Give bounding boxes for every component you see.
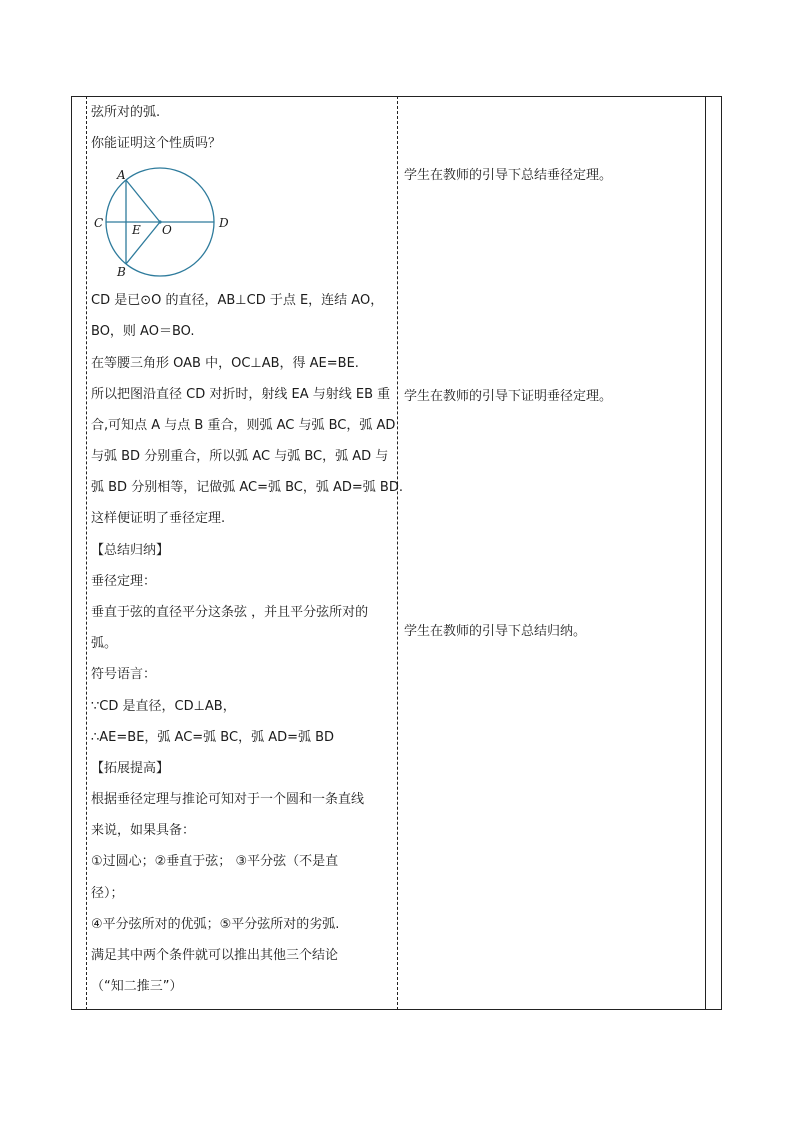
text-line: 与弧 BD 分别重合，所以弧 AC 与弧 BC，弧 AD 与 [91,449,389,464]
text-line: CD 是已⊙O 的直径，AB⊥CD 于点 E，连结 AO， [91,293,384,308]
text-line: 弦所对的弧. [91,105,161,120]
text-line: 在等腰三角形 OAB 中，OC⊥AB，得 AE=BE. [91,356,359,371]
label-d: D [219,216,229,230]
label-a: A [117,168,126,182]
student-activity-note: 学生在教师的引导下总结垂径定理。 [404,168,613,183]
label-o: O [162,223,172,237]
text-line: 径）； [91,886,124,901]
label-c: C [94,216,104,230]
section-heading-extension: 【拓展提高】 [91,761,170,776]
text-line: 垂径定理： [91,574,157,589]
text-line: 满足其中两个条件就可以推出其他三个结论 [91,948,339,963]
label-b: B [117,265,126,279]
table-right-inner-border [705,96,706,1010]
text-line: 符号语言： [91,667,157,682]
text-line: 合,可知点 A 与点 B 重合，则弧 AC 与弧 BC，弧 AD [91,418,396,433]
table-column-divider [397,96,398,1010]
text-line: （“知二推三”） [91,979,183,994]
text-line: 这样便证明了垂径定理. [91,511,226,526]
student-activity-note: 学生在教师的引导下证明垂径定理。 [404,389,613,404]
text-line: 根据垂径定理与推论可知对于一个圆和一条直线 [91,792,365,807]
section-heading-summary: 【总结归纳】 [91,543,170,558]
table-right-border [721,96,722,1010]
text-line: 来说，如果具备： [91,823,196,838]
radius-ao [126,180,160,222]
text-line: 弧。 [91,636,118,651]
table-left-inner-border [86,96,87,1010]
text-line: ①过圆心；②垂直于弦； ③平分弦（不是直 [91,854,339,869]
table-left-border [71,96,72,1010]
text-line: 你能证明这个性质吗？ [91,136,222,151]
circle-diagram [91,163,241,281]
text-line: ∴AE=BE，弧 AC=弧 BC，弧 AD=弧 BD [91,730,335,745]
text-line: 垂直于弦的直径平分这条弦 ，并且平分弦所对的 [91,605,369,620]
text-line: ∵CD 是直径，CD⊥AB， [91,699,236,714]
text-line: 弧 BD 分别相等，记做弧 AC=弧 BC，弧 AD=弧 BD. [91,480,403,495]
student-activity-note: 学生在教师的引导下总结归纳。 [404,624,587,639]
text-line: ④平分弦所对的优弧；⑤平分弦所对的劣弧. [91,917,340,932]
text-line: BO，则 AO＝BO. [91,324,195,339]
text-line: 所以把图沿直径 CD 对折时，射线 EA 与射线 EB 重 [91,387,391,402]
label-e: E [132,223,141,237]
